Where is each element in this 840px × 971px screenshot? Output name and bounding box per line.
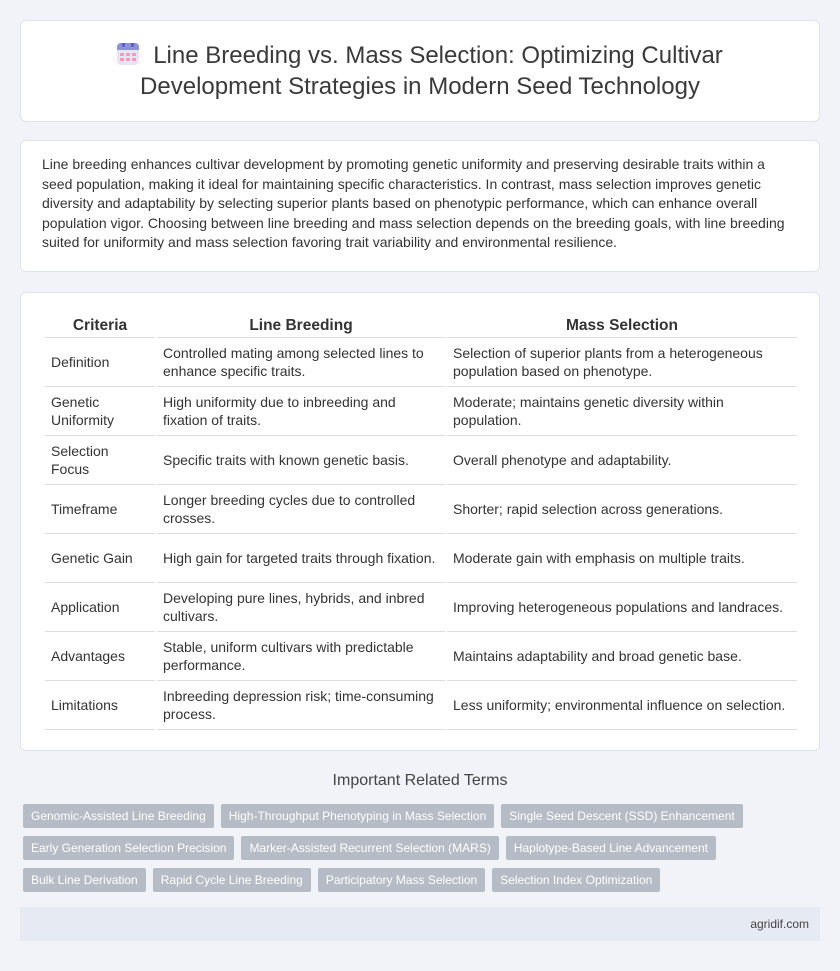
- row-criteria: Genetic Uniformity: [45, 387, 155, 436]
- row-criteria: Limitations: [45, 681, 155, 730]
- related-terms-row: [23, 804, 823, 828]
- intro-card: [20, 140, 820, 272]
- row-mass-selection: Maintains adaptability and broad genetic base.: [447, 632, 797, 681]
- row-criteria: Definition: [45, 338, 155, 387]
- page-title: [21, 40, 819, 102]
- row-criteria: Application: [45, 583, 155, 632]
- table-header-row: [45, 313, 797, 338]
- table-row: [45, 583, 797, 632]
- related-term-tag[interactable]: Bulk Line Derivation: [23, 868, 146, 892]
- row-line-breeding: High uniformity due to inbreeding and fixation of traits.: [157, 387, 445, 436]
- row-mass-selection: Moderate gain with emphasis on multiple traits.: [447, 534, 797, 583]
- related-term-tag[interactable]: Rapid Cycle Line Breeding: [153, 868, 311, 892]
- row-criteria: Selection Focus: [45, 436, 155, 485]
- related-term-tag[interactable]: Genomic-Assisted Line Breeding: [23, 804, 214, 828]
- row-line-breeding: Inbreeding depression risk; time-consuming process.: [157, 681, 445, 730]
- row-criteria: Timeframe: [45, 485, 155, 534]
- footer-site-link[interactable]: agridif.com: [750, 917, 809, 931]
- row-mass-selection: Less uniformity; environmental influence on selection.: [447, 681, 797, 730]
- related-term-tag[interactable]: Participatory Mass Selection: [318, 868, 485, 892]
- table-row: [45, 632, 797, 681]
- comparison-table: [43, 313, 799, 730]
- row-mass-selection: Improving heterogeneous populations and landraces.: [447, 583, 797, 632]
- related-terms: [23, 804, 823, 900]
- row-line-breeding: Stable, uniform cultivars with predictable performance.: [157, 632, 445, 681]
- table-row: [45, 387, 797, 436]
- table-row: [45, 436, 797, 485]
- header-criteria: Criteria: [45, 313, 155, 338]
- calendar-icon: [117, 43, 139, 65]
- comparison-table-card: [20, 292, 820, 751]
- related-terms-row: [23, 868, 823, 892]
- related-terms-row: [23, 836, 823, 860]
- row-mass-selection: Selection of superior plants from a heterogeneous population based on phenotype.: [447, 338, 797, 387]
- header-line-breeding: Line Breeding: [157, 313, 445, 338]
- title-card: [20, 20, 820, 122]
- related-terms-title: Important Related Terms: [332, 772, 508, 789]
- row-line-breeding: High gain for targeted traits through fixation.: [157, 534, 445, 583]
- related-term-tag[interactable]: Haplotype-Based Line Advancement: [506, 836, 716, 860]
- table-row: [45, 485, 797, 534]
- intro-paragraph: Line breeding enhances cultivar development by promoting genetic uniformity and preserving desirable traits within a seed population, making it ideal for maintaining specific characteristics. In contrast, mass selection improves genetic diversity and adaptability by selecting superior plants based on phenotypic performance, which can enhance overall population vigor. Choosing between line breeding and mass selection depends on the breeding goals, with line breeding suited for uniformity and mass selection favoring trait variability and environmental resilience.: [42, 156, 785, 250]
- row-mass-selection: Overall phenotype and adaptability.: [447, 436, 797, 485]
- row-line-breeding: Controlled mating among selected lines to enhance specific traits.: [157, 338, 445, 387]
- row-criteria: Advantages: [45, 632, 155, 681]
- related-term-tag[interactable]: Single Seed Descent (SSD) Enhancement: [501, 804, 742, 828]
- footer: [20, 907, 820, 941]
- related-term-tag[interactable]: Marker-Assisted Recurrent Selection (MARS): [241, 836, 498, 860]
- row-line-breeding: Developing pure lines, hybrids, and inbred cultivars.: [157, 583, 445, 632]
- table-row: [45, 534, 797, 583]
- related-term-tag[interactable]: High-Throughput Phenotyping in Mass Selection: [221, 804, 494, 828]
- row-criteria: Genetic Gain: [45, 534, 155, 583]
- row-line-breeding: Specific traits with known genetic basis.: [157, 436, 445, 485]
- table-row: [45, 338, 797, 387]
- related-term-tag[interactable]: Early Generation Selection Precision: [23, 836, 234, 860]
- table-row: [45, 681, 797, 730]
- related-term-tag[interactable]: Selection Index Optimization: [492, 868, 660, 892]
- row-mass-selection: Shorter; rapid selection across generations.: [447, 485, 797, 534]
- header-mass-selection: Mass Selection: [447, 313, 797, 338]
- page-title-text: Line Breeding vs. Mass Selection: Optimizing Cultivar Development Strategies in Modern Seed Technology: [140, 42, 723, 100]
- row-line-breeding: Longer breeding cycles due to controlled crosses.: [157, 485, 445, 534]
- row-mass-selection: Moderate; maintains genetic diversity within population.: [447, 387, 797, 436]
